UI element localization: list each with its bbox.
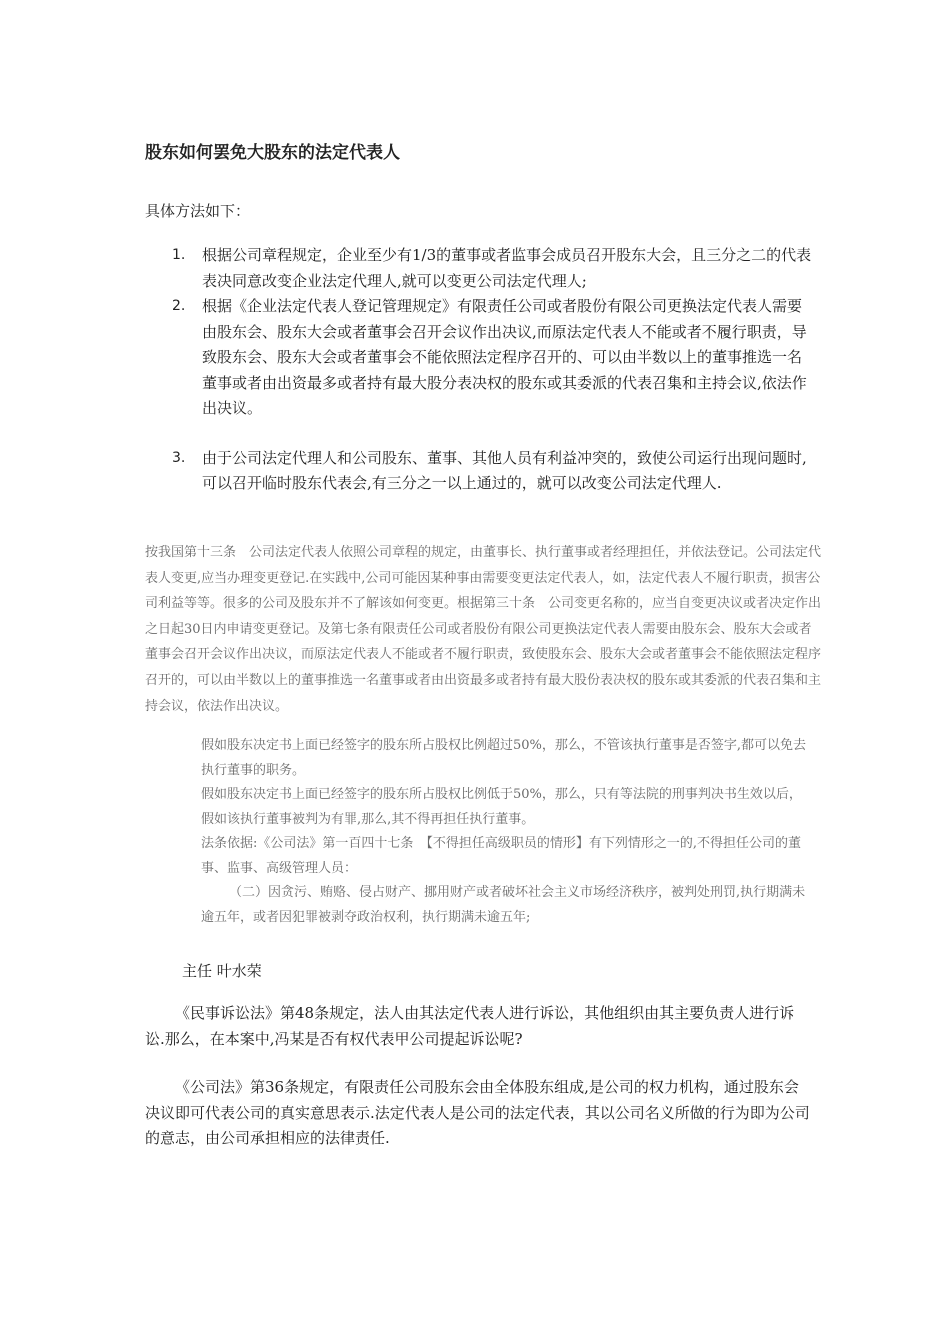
legal-basis-paragraph: 按我国第十三条 公司法定代表人依照公司章程的规定，由董事长、执行董事或者经理担任，并依法登记。公司法定代表人变更,应当办理变更登记.在实践中,公司可能因某种事由需要变更法定代表人，如，法定代表人不履行职责，损害公司利益等等。很多的公司及股东并不了解该如何变更。根据第三十条 公司变更名称的，应当自变更决议或者决定作出之日起30日内申请变更登记。及第七条有限责任公司或者股份有限公司更换法定代表人需要由股东会、股东大会或者董事会召开会议作出决议，而原法定代表人不能或者不履行职责，致使股东会、股东大会或者董事会不能依照法定程序召开的，可以由半数以上的董事推选一名董事或者由出资最多或者持有最大股份表决权的股东或其委派的代表召集和主持会议，依法作出决议。 [145, 545, 822, 714]
body-paragraph: 《公司法》第36条规定，有限责任公司股东会由全体股东组成,是公司的权力机构，通过股东会决议即可代表公司的真实意思表示.法定代表人是公司的法定代表，其以公司名义所做的行为即为公司的意志，由公司承担相应的法律责任. [145, 1078, 810, 1147]
quote-line: 假如股东决定书上面已经签字的股东所占股权比例低于50%，那么，只有等法院的刑事判决书生效以后，假如该执行董事被判为有罪,那么,其不得再担任执行董事。 [201, 787, 802, 827]
list-item [172, 243, 812, 294]
list-item-text: 由于公司法定代理人和公司股东、董事、其他人员有利益冲突的，致使公司运行出现问题时,可以召开临时股东代表会,有三分之一以上通过的，就可以改变公司法定代理人. [202, 448, 807, 492]
list-item [172, 446, 812, 497]
list-item-text: 根据公司章程规定，企业至少有1/3的董事或者监事会成员召开股东大会，且三分之二的代表表决同意改变企业法定代理人,就可以变更公司法定代理人; [202, 246, 812, 290]
intro-text: 具体方法如下： [145, 202, 251, 220]
method-list [172, 243, 812, 497]
author-signoff: 主任 叶水荣 [182, 962, 262, 980]
body-paragraph: 《民事诉讼法》第48条规定，法人由其法定代表人进行诉讼，其他组织由其主要负责人进行诉讼.那么，在本案中,冯某是否有权代表甲公司提起诉讼呢? [145, 1004, 795, 1048]
legal-quote-block [201, 734, 811, 930]
list-number: 2. [172, 298, 186, 314]
list-number: 1. [172, 247, 186, 263]
quote-line: 假如股东决定书上面已经签字的股东所占股权比例超过50%，那么，不管该执行董事是否签字,都可以免去执行董事的职务。 [201, 738, 807, 778]
list-item [172, 294, 812, 422]
list-item-text: 根据《企业法定代表人登记管理规定》有限责任公司或者股份有限公司更换法定代表人需要由股东会、股东大会或者董事会召开会议作出决议,而原法定代表人不能或者不履行职责，导致股东会、股东大会或者董事会不能依照法定程序召开的、可以由半数以上的董事推选一名董事或者由出资最多或者持有最大股分表决权的股东或其委派的代表召集和主持会议,依法作出决议。 [202, 297, 807, 417]
list-number: 3. [172, 449, 186, 466]
quote-line: （二）因贪污、贿赂、侵占财产、挪用财产或者破坏社会主义市场经济秩序，被判处刑罚,执行期满未逾五年，或者因犯罪被剥夺政治权利，执行期满未逾五年; [201, 885, 806, 925]
quote-line: 法条依据:《公司法》第一百四十七条 【不得担任高级职员的情形】有下列情形之一的,不得担任公司的董事、监事、高级管理人员： [201, 836, 802, 876]
page-title: 股东如何罢免大股东的法定代表人 [145, 143, 400, 163]
